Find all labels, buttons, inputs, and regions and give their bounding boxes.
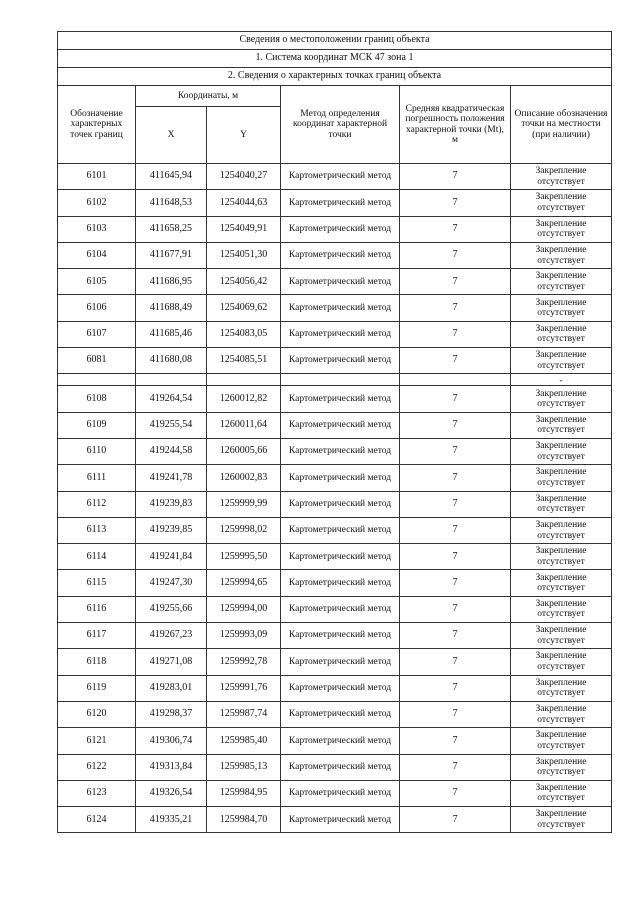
mt-cell: 7 bbox=[400, 491, 511, 517]
header-point: Обозначение характерных точек границ bbox=[58, 86, 136, 164]
point-id: 6117 bbox=[58, 623, 136, 649]
table-row bbox=[58, 807, 612, 833]
mt-cell: 7 bbox=[400, 544, 511, 570]
coord-y: 1254051,30 bbox=[207, 242, 281, 268]
mt-cell: 7 bbox=[400, 348, 511, 374]
coordinate-system-title: 1. Система координат МСК 47 зона 1 bbox=[58, 50, 612, 68]
mt-cell: 7 bbox=[400, 517, 511, 543]
method-cell: Картометрический метод bbox=[281, 465, 400, 491]
method-cell: Картометрический метод bbox=[281, 242, 400, 268]
header-y: Y bbox=[207, 107, 281, 164]
desc-cell: Закрепление отсутствует bbox=[511, 754, 612, 780]
mt-cell: 7 bbox=[400, 465, 511, 491]
method-cell: Картометрический метод bbox=[281, 754, 400, 780]
table-row bbox=[58, 190, 612, 216]
table-row bbox=[58, 465, 612, 491]
header-desc: Описание обозначения точки на местности (при наличии) bbox=[511, 86, 612, 164]
point-id: 6109 bbox=[58, 412, 136, 438]
table-row bbox=[58, 623, 612, 649]
table-row bbox=[58, 216, 612, 242]
desc-cell: Закрепление отсутствует bbox=[511, 438, 612, 464]
table-row bbox=[58, 544, 612, 570]
method-cell: Картометрический метод bbox=[281, 412, 400, 438]
table-row bbox=[58, 438, 612, 464]
desc-cell: Закрепление отсутствует bbox=[511, 164, 612, 190]
mt-cell: 7 bbox=[400, 242, 511, 268]
table-row bbox=[58, 242, 612, 268]
separator-row bbox=[58, 374, 612, 386]
method-cell: Картометрический метод bbox=[281, 438, 400, 464]
coord-x: 419335,21 bbox=[136, 807, 207, 833]
method-cell: Картометрический метод bbox=[281, 164, 400, 190]
table-row bbox=[58, 386, 612, 412]
desc-cell: Закрепление отсутствует bbox=[511, 465, 612, 491]
method-cell: Картометрический метод bbox=[281, 780, 400, 806]
point-id: 6122 bbox=[58, 754, 136, 780]
points-section-title: 2. Сведения о характерных точках границ объекта bbox=[58, 68, 612, 86]
mt-cell: 7 bbox=[400, 438, 511, 464]
table-row bbox=[58, 728, 612, 754]
method-cell: Картометрический метод bbox=[281, 491, 400, 517]
coord-y: 1259998,02 bbox=[207, 517, 281, 543]
coord-y: 1260011,64 bbox=[207, 412, 281, 438]
table-title: Сведения о местоположении границ объекта bbox=[58, 32, 612, 50]
coord-x: 411658,25 bbox=[136, 216, 207, 242]
coord-y: 1254085,51 bbox=[207, 348, 281, 374]
point-id: 6101 bbox=[58, 164, 136, 190]
desc-cell: Закрепление отсутствует bbox=[511, 596, 612, 622]
title-row bbox=[58, 68, 612, 86]
coord-x: 419255,66 bbox=[136, 596, 207, 622]
point-id: 6106 bbox=[58, 295, 136, 321]
coord-x: 411677,91 bbox=[136, 242, 207, 268]
desc-cell: Закрепление отсутствует bbox=[511, 780, 612, 806]
coord-x: 419298,37 bbox=[136, 701, 207, 727]
mt-cell: 7 bbox=[400, 701, 511, 727]
mt-cell: 7 bbox=[400, 190, 511, 216]
point-id: 6115 bbox=[58, 570, 136, 596]
coord-x: 411686,95 bbox=[136, 269, 207, 295]
mt-cell: 7 bbox=[400, 623, 511, 649]
mt-cell: 7 bbox=[400, 216, 511, 242]
point-id: 6119 bbox=[58, 675, 136, 701]
empty-cell bbox=[136, 374, 207, 386]
coord-x: 411680,08 bbox=[136, 348, 207, 374]
desc-cell: Закрепление отсутствует bbox=[511, 242, 612, 268]
desc-cell: Закрепление отсутствует bbox=[511, 675, 612, 701]
table-body bbox=[58, 32, 612, 833]
method-cell: Картометрический метод bbox=[281, 596, 400, 622]
empty-cell bbox=[207, 374, 281, 386]
desc-cell: Закрепление отсутствует bbox=[511, 216, 612, 242]
desc-cell: Закрепление отсутствует bbox=[511, 295, 612, 321]
point-id: 6116 bbox=[58, 596, 136, 622]
empty-cell bbox=[58, 374, 136, 386]
method-cell: Картометрический метод bbox=[281, 570, 400, 596]
desc-cell: Закрепление отсутствует bbox=[511, 517, 612, 543]
coord-y: 1259987,74 bbox=[207, 701, 281, 727]
mt-cell: 7 bbox=[400, 728, 511, 754]
coord-y: 1260005,66 bbox=[207, 438, 281, 464]
mt-cell: 7 bbox=[400, 754, 511, 780]
coord-y: 1259984,70 bbox=[207, 807, 281, 833]
method-cell: Картометрический метод bbox=[281, 190, 400, 216]
point-id: 6110 bbox=[58, 438, 136, 464]
table-row bbox=[58, 570, 612, 596]
table-row bbox=[58, 164, 612, 190]
coord-x: 419313,84 bbox=[136, 754, 207, 780]
point-id: 6102 bbox=[58, 190, 136, 216]
table-row bbox=[58, 517, 612, 543]
coord-y: 1259993,09 bbox=[207, 623, 281, 649]
method-cell: Картометрический метод bbox=[281, 386, 400, 412]
point-id: 6118 bbox=[58, 649, 136, 675]
mt-cell: 7 bbox=[400, 295, 511, 321]
method-cell: Картометрический метод bbox=[281, 216, 400, 242]
method-cell: Картометрический метод bbox=[281, 295, 400, 321]
point-id: 6113 bbox=[58, 517, 136, 543]
empty-cell bbox=[400, 374, 511, 386]
header-method: Метод определения координат характерной точки bbox=[281, 86, 400, 164]
coord-x: 419306,74 bbox=[136, 728, 207, 754]
title-row bbox=[58, 32, 612, 50]
coord-x: 419267,23 bbox=[136, 623, 207, 649]
method-cell: Картометрический метод bbox=[281, 701, 400, 727]
coord-x: 419241,84 bbox=[136, 544, 207, 570]
desc-cell: Закрепление отсутствует bbox=[511, 544, 612, 570]
coord-y: 1254049,91 bbox=[207, 216, 281, 242]
coord-y: 1259991,76 bbox=[207, 675, 281, 701]
point-id: 6112 bbox=[58, 491, 136, 517]
coord-x: 411688,49 bbox=[136, 295, 207, 321]
method-cell: Картометрический метод bbox=[281, 348, 400, 374]
table-row bbox=[58, 295, 612, 321]
coord-y: 1259994,65 bbox=[207, 570, 281, 596]
desc-cell: Закрепление отсутствует bbox=[511, 491, 612, 517]
point-id: 6081 bbox=[58, 348, 136, 374]
coord-x: 419239,85 bbox=[136, 517, 207, 543]
method-cell: Картометрический метод bbox=[281, 728, 400, 754]
coord-x: 419241,78 bbox=[136, 465, 207, 491]
point-id: 6121 bbox=[58, 728, 136, 754]
table-row bbox=[58, 596, 612, 622]
method-cell: Картометрический метод bbox=[281, 321, 400, 347]
point-id: 6108 bbox=[58, 386, 136, 412]
desc-cell: Закрепление отсутствует bbox=[511, 348, 612, 374]
mt-cell: 7 bbox=[400, 570, 511, 596]
desc-cell: Закрепление отсутствует bbox=[511, 321, 612, 347]
coord-x: 419283,01 bbox=[136, 675, 207, 701]
point-id: 6104 bbox=[58, 242, 136, 268]
method-cell: Картометрический метод bbox=[281, 623, 400, 649]
boundary-points-table bbox=[57, 31, 612, 833]
coord-x: 419247,30 bbox=[136, 570, 207, 596]
method-cell: Картометрический метод bbox=[281, 807, 400, 833]
coord-y: 1259984,95 bbox=[207, 780, 281, 806]
point-id: 6111 bbox=[58, 465, 136, 491]
coord-x: 419264,54 bbox=[136, 386, 207, 412]
point-id: 6120 bbox=[58, 701, 136, 727]
coord-x: 419326,54 bbox=[136, 780, 207, 806]
mt-cell: 7 bbox=[400, 321, 511, 347]
coord-x: 419244,58 bbox=[136, 438, 207, 464]
mt-cell: 7 bbox=[400, 780, 511, 806]
table-row bbox=[58, 269, 612, 295]
table-row bbox=[58, 780, 612, 806]
method-cell: Картометрический метод bbox=[281, 649, 400, 675]
method-cell: Картометрический метод bbox=[281, 269, 400, 295]
desc-cell: Закрепление отсутствует bbox=[511, 386, 612, 412]
point-id: 6114 bbox=[58, 544, 136, 570]
desc-cell: Закрепление отсутствует bbox=[511, 570, 612, 596]
table-row bbox=[58, 491, 612, 517]
point-id: 6124 bbox=[58, 807, 136, 833]
coord-y: 1259985,13 bbox=[207, 754, 281, 780]
coord-y: 1254056,42 bbox=[207, 269, 281, 295]
coord-x: 411648,53 bbox=[136, 190, 207, 216]
coord-x: 419255,54 bbox=[136, 412, 207, 438]
method-cell: Картометрический метод bbox=[281, 675, 400, 701]
header-row bbox=[58, 86, 612, 107]
desc-cell: Закрепление отсутствует bbox=[511, 728, 612, 754]
table-row bbox=[58, 649, 612, 675]
point-id: 6103 bbox=[58, 216, 136, 242]
table-row bbox=[58, 675, 612, 701]
table-row bbox=[58, 348, 612, 374]
coord-y: 1254040,27 bbox=[207, 164, 281, 190]
mt-cell: 7 bbox=[400, 807, 511, 833]
point-id: 6123 bbox=[58, 780, 136, 806]
table-row bbox=[58, 701, 612, 727]
desc-cell: Закрепление отсутствует bbox=[511, 701, 612, 727]
mt-cell: 7 bbox=[400, 386, 511, 412]
coord-y: 1259999,99 bbox=[207, 491, 281, 517]
desc-cell: Закрепление отсутствует bbox=[511, 269, 612, 295]
coord-y: 1259992,78 bbox=[207, 649, 281, 675]
mt-cell: 7 bbox=[400, 269, 511, 295]
table-row bbox=[58, 412, 612, 438]
method-cell: Картометрический метод bbox=[281, 517, 400, 543]
header-coords: Координаты, м bbox=[136, 86, 281, 107]
point-id: 6107 bbox=[58, 321, 136, 347]
coord-x: 411645,94 bbox=[136, 164, 207, 190]
coord-y: 1254069,62 bbox=[207, 295, 281, 321]
desc-cell: Закрепление отсутствует bbox=[511, 412, 612, 438]
separator-desc: - bbox=[511, 374, 612, 386]
coord-y: 1254083,05 bbox=[207, 321, 281, 347]
desc-cell: Закрепление отсутствует bbox=[511, 623, 612, 649]
table-row bbox=[58, 321, 612, 347]
mt-cell: 7 bbox=[400, 412, 511, 438]
desc-cell: Закрепление отсутствует bbox=[511, 190, 612, 216]
desc-cell: Закрепление отсутствует bbox=[511, 649, 612, 675]
desc-cell: Закрепление отсутствует bbox=[511, 807, 612, 833]
coord-y: 1259995,50 bbox=[207, 544, 281, 570]
coord-y: 1260012,82 bbox=[207, 386, 281, 412]
coord-x: 419239,83 bbox=[136, 491, 207, 517]
point-id: 6105 bbox=[58, 269, 136, 295]
mt-cell: 7 bbox=[400, 675, 511, 701]
coord-y: 1260002,83 bbox=[207, 465, 281, 491]
header-error: Средняя квадратическая погрешность положения характерной точки (Mt), м bbox=[400, 86, 511, 164]
mt-cell: 7 bbox=[400, 596, 511, 622]
empty-cell bbox=[281, 374, 400, 386]
coord-x: 411685,46 bbox=[136, 321, 207, 347]
mt-cell: 7 bbox=[400, 649, 511, 675]
coord-y: 1259994,00 bbox=[207, 596, 281, 622]
table-row bbox=[58, 754, 612, 780]
coord-x: 419271,08 bbox=[136, 649, 207, 675]
coord-y: 1254044,63 bbox=[207, 190, 281, 216]
mt-cell: 7 bbox=[400, 164, 511, 190]
header-x: X bbox=[136, 107, 207, 164]
method-cell: Картометрический метод bbox=[281, 544, 400, 570]
coord-y: 1259985,40 bbox=[207, 728, 281, 754]
title-row bbox=[58, 50, 612, 68]
